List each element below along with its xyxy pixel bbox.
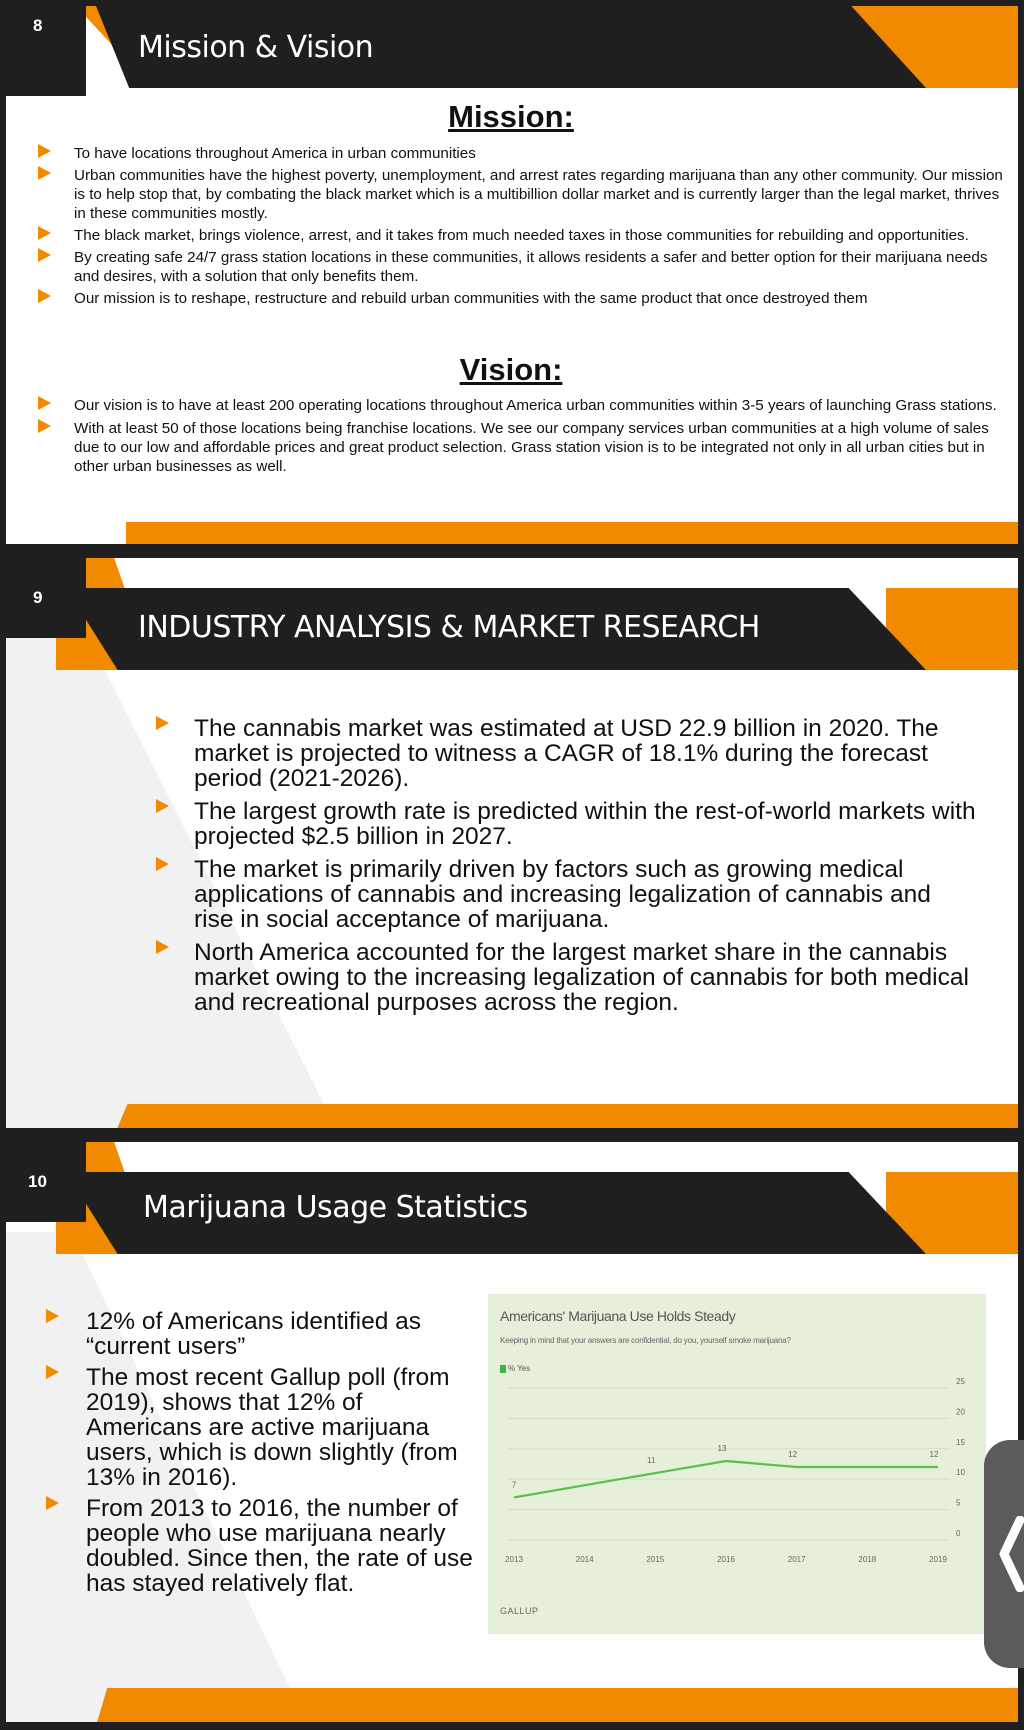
list-item xyxy=(38,166,1013,223)
bullet-text: The largest growth rate is predicted within the rest-of-world markets with projected $2.5 billion in 2027. xyxy=(194,798,976,850)
data-label: 12 xyxy=(788,1450,798,1460)
slide-title: Mission & Vision xyxy=(138,30,374,65)
bullet-text: 12% of Americans identified as “current users” xyxy=(86,1308,422,1360)
list-item xyxy=(156,857,976,932)
industry-bullet-list xyxy=(156,716,976,1015)
chart-source: GALLUP xyxy=(500,1606,539,1616)
bullet-text: To have locations throughout America in urban communities xyxy=(74,145,476,162)
list-item xyxy=(38,144,1013,163)
footer-bar xyxy=(6,1688,1018,1722)
bullet-text: Our mission is to reshape, restructure and rebuild urban communities with the same product that once destroyed them xyxy=(74,290,868,307)
list-item xyxy=(46,1309,476,1359)
chart-plot xyxy=(488,1294,986,1634)
data-label: 7 xyxy=(511,1480,517,1490)
y-tick-label: 20 xyxy=(956,1407,965,1417)
bullet-text: North America accounted for the largest market share in the cannabis market owing to the increasing legalization of cannabis for both medical and recreational purposes across the region. xyxy=(194,939,969,1016)
data-label: 12 xyxy=(929,1450,939,1460)
y-tick-label: 10 xyxy=(956,1468,965,1478)
bullet-text: The market is primarily driven by factors such as growing medical applications of cannabis and increasing legalization of cannabis and rise in social acceptance of marijuana. xyxy=(194,856,931,933)
x-tick-label: 2017 xyxy=(787,1555,806,1564)
x-tick-label: 2016 xyxy=(717,1555,735,1564)
side-panel-handle[interactable] xyxy=(984,1440,1024,1668)
y-tick-label: 25 xyxy=(956,1377,965,1386)
list-item xyxy=(46,1496,476,1596)
slide-number: 8 xyxy=(6,6,86,96)
slide-title: Marijuana Usage Statistics xyxy=(143,1190,528,1225)
x-tick-label: 2015 xyxy=(646,1555,665,1564)
list-item xyxy=(38,289,1013,308)
slide-industry-analysis xyxy=(6,558,1018,1128)
slide-number: 9 xyxy=(6,558,86,638)
x-tick-label: 2019 xyxy=(929,1555,947,1564)
chart-subtitle: Keeping in mind that your answers are confidential, do you, yourself smoke marijuana? xyxy=(500,1336,791,1345)
bullet-text: From 2013 to 2016, the number of people who use marijuana nearly doubled. Since then, the rate of use has stayed relatively flat. xyxy=(86,1495,473,1597)
data-label: 13 xyxy=(717,1443,727,1453)
footer-bar xyxy=(6,522,1018,544)
data-label: 11 xyxy=(647,1456,656,1466)
vision-bullet-list xyxy=(38,396,1013,476)
x-tick-label: 2018 xyxy=(858,1555,877,1564)
usage-bullet-list xyxy=(46,1309,476,1596)
slide-mission-vision xyxy=(6,6,1018,544)
y-tick-label: 5 xyxy=(956,1498,961,1508)
footer-bar-dark xyxy=(6,522,126,544)
mission-heading: Mission: xyxy=(448,99,574,134)
mission-bullet-list xyxy=(38,144,1013,308)
x-tick-label: 2013 xyxy=(505,1555,523,1564)
x-tick-label: 2014 xyxy=(575,1555,594,1564)
list-item xyxy=(38,248,1013,286)
vision-heading: Vision: xyxy=(459,352,563,387)
bullet-text: The black market, brings violence, arrest, and it takes from much needed taxes in those communities for rebuilding and opportunities. xyxy=(74,227,969,244)
list-item xyxy=(38,396,1013,415)
y-tick-label: 0 xyxy=(956,1529,961,1538)
legend-label: % Yes xyxy=(508,1364,531,1373)
list-item xyxy=(156,940,976,1015)
slide-title: INDUSTRY ANALYSIS & MARKET RESEARCH xyxy=(138,610,760,645)
usage-line-chart xyxy=(488,1294,986,1634)
bullet-text: The most recent Gallup poll (from 2019), shows that 12% of Americans are active marijuana users, which is down slightly (from 13% in 2016). xyxy=(86,1364,458,1491)
y-tick-label: 15 xyxy=(956,1437,965,1447)
bullet-text: Our vision is to have at least 200 operating locations throughout America urban communities within 3-5 years of launching Grass stations. xyxy=(74,397,997,414)
slide-number: 10 xyxy=(6,1142,86,1222)
footer-bar xyxy=(6,1104,1018,1128)
bullet-text: Urban communities have the highest poverty, unemployment, and arrest rates regarding marijuana than any other community. Our mission is to help stop that, by combating the black market which is a multibillion dollar market and is currently larger than the legal market, thrives in these communities mostly. xyxy=(74,167,1003,222)
chevron-left-icon xyxy=(996,1516,1024,1592)
list-item xyxy=(156,716,976,791)
list-item xyxy=(46,1365,476,1490)
list-item xyxy=(38,226,1013,245)
list-item xyxy=(156,799,976,849)
bullet-text: With at least 50 of those locations being franchise locations. We see our company services urban communities at a high volume of sales due to our low and affordable prices and great product selection. Grass station vision is to be integrated not only in all urban cities but in other urban businesses as well. xyxy=(74,420,989,475)
list-item xyxy=(38,419,1013,476)
bullet-text: The cannabis market was estimated at USD 22.9 billion in 2020. The market is projected to witness a CAGR of 18.1% during the forecast period (2021-2026). xyxy=(194,715,939,792)
bullet-text: By creating safe 24/7 grass station locations in these communities, it allows residents a safer and better option for their marijuana needs and desires, with a solution that only benefits them. xyxy=(74,249,988,285)
chart-title: Americans' Marijuana Use Holds Steady xyxy=(500,1308,736,1324)
slide-usage-statistics xyxy=(6,1142,1018,1722)
